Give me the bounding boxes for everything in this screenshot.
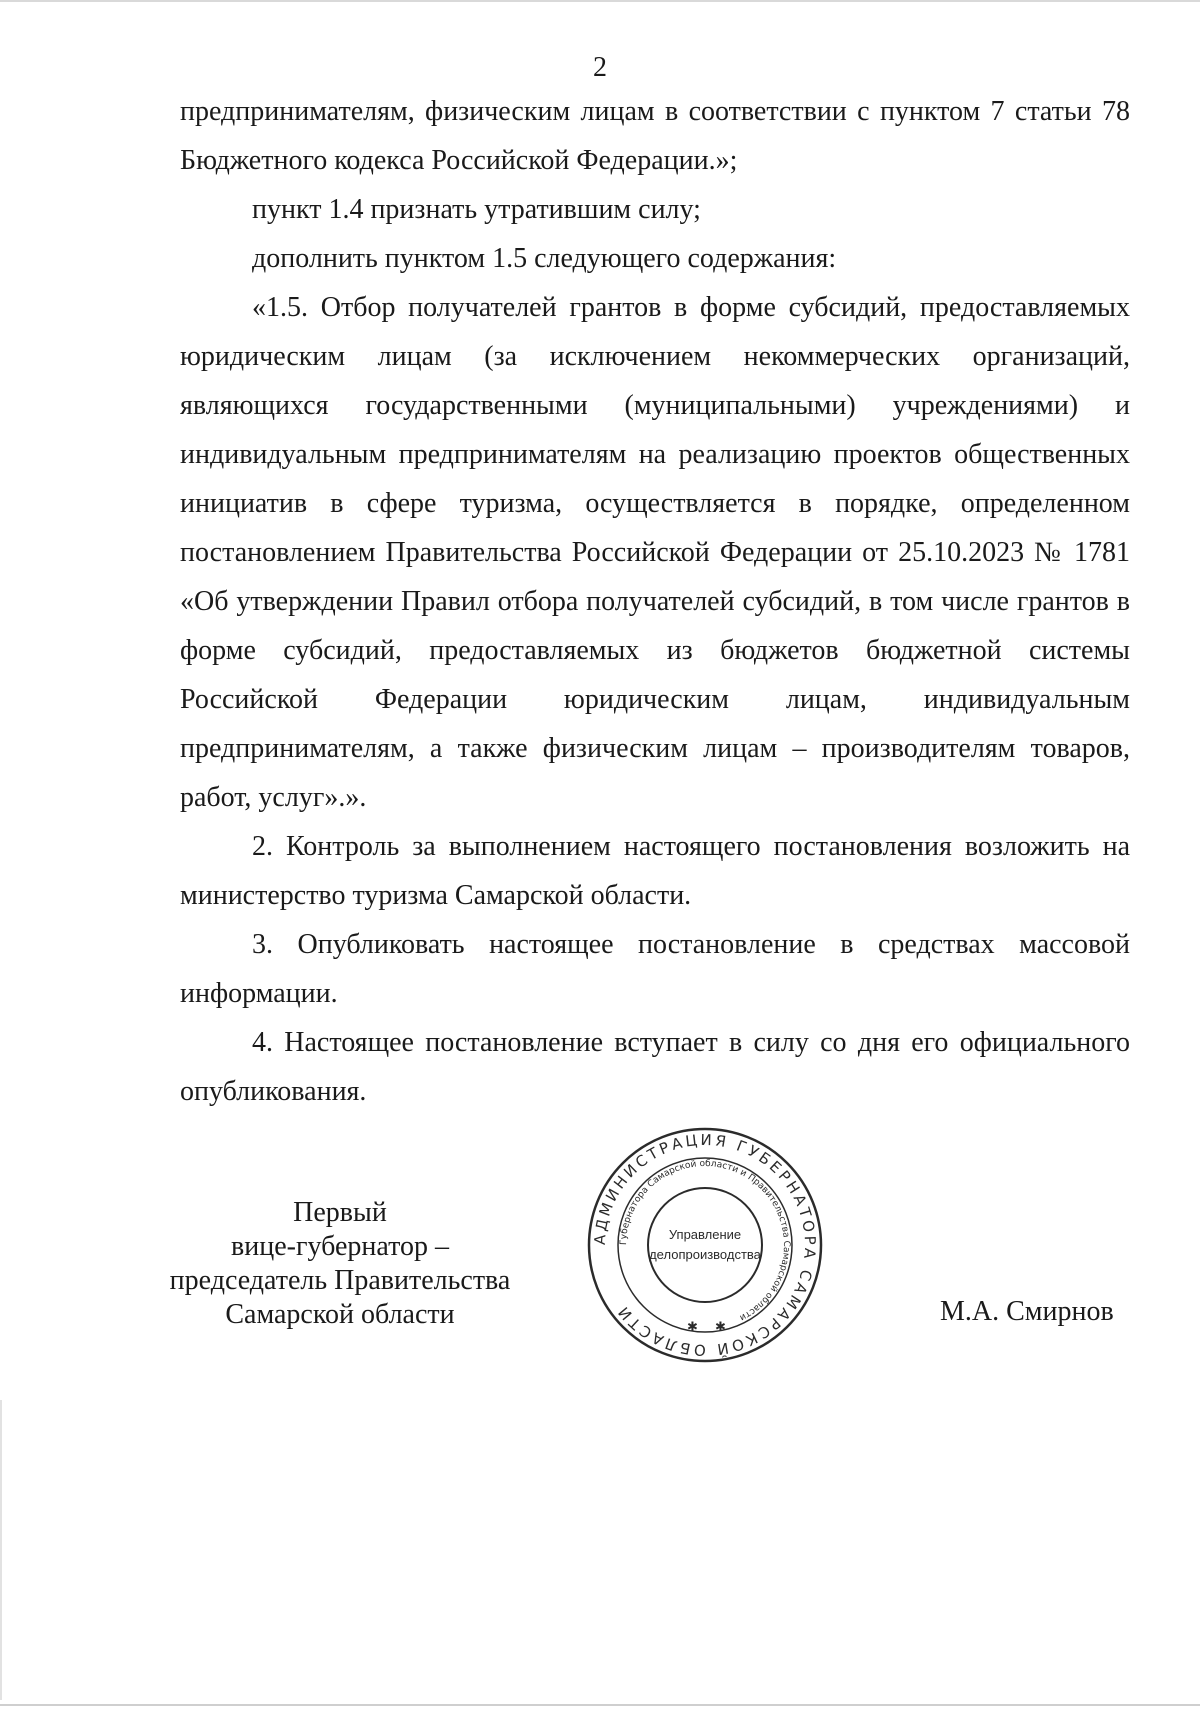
seal-center-line-1: Управление — [668, 1227, 742, 1242]
official-seal — [585, 1125, 825, 1365]
signatory-title-line: вице-губернатор – — [231, 1231, 449, 1262]
seal-star-icon: ✱ — [687, 1320, 698, 1335]
document-body — [180, 87, 1130, 1116]
paragraph-item-4: 4. Настоящее постановление вступает в силу со дня его официального опубликования. — [180, 1027, 1130, 1107]
scan-edge-bottom — [0, 1704, 1200, 1706]
signatory-title-line: Первый — [293, 1197, 387, 1228]
page-number: 2 — [593, 52, 607, 83]
paragraph-add-clause: дополнить пунктом 1.5 следующего содержания: — [252, 243, 837, 274]
seal-inner-text: Губернатора Самарской области и Правительства Самарской области — [618, 1158, 792, 1323]
signatory-title — [150, 1196, 530, 1332]
paragraph-item-3: 3. Опубликовать настоящее постановление в средствах массовой информации. — [180, 929, 1130, 1009]
signatory-title-line: председатель Правительства — [169, 1265, 511, 1296]
paragraph-continuation: предпринимателям, физическим лицам в соответствии с пунктом 7 статьи 78 Бюджетного кодекса Российской Федерации.»; — [180, 96, 1130, 176]
seal-middle-ring — [618, 1158, 792, 1332]
paragraph-clause-1-4: пункт 1.4 признать утратившим силу; — [252, 194, 701, 225]
seal-inner-ring — [648, 1188, 762, 1302]
signer-name: М.А. Смирнов — [940, 1296, 1114, 1327]
scan-edge-left — [0, 1400, 2, 1700]
seal-star-icon: ✱ — [715, 1320, 726, 1335]
seal-graphic — [585, 1125, 825, 1365]
seal-center-line-2: делопроизводства — [649, 1247, 761, 1262]
paragraph-item-2: 2. Контроль за выполнением настоящего постановления возложить на министерство туризма Самарской области. — [180, 831, 1130, 911]
signatory-title-line: Самарской области — [225, 1299, 455, 1330]
paragraph-clause-1-5: «1.5. Отбор получателей грантов в форме субсидий, предоставляемых юридическим лицам (за исключением некоммерческих организаций, являющихся государственными (муниципальными) учреждениями) и индивидуальным предпринимателям на реализацию проектов общественных инициатив в сфере туризма, осуществляется в порядке, определенном постановлением Правительства Российской Федерации от 25.10.2023 № 1781 «Об утверждении Правил отбора получателей субсидий, в том числе грантов в форме субсидий, предоставляемых из бюджетов бюджетной системы Российской Федерации юридическим лицам, индивидуальным предпринимателям, а также физическим лицам – производителям товаров, работ, услуг».». — [180, 292, 1130, 813]
seal-outer-text: АДМИНИСТРАЦИЯ ГУБЕРНАТОРА САМАРСКОЙ ОБЛАСТИ — [590, 1130, 820, 1360]
scan-edge-top — [0, 0, 1200, 2]
